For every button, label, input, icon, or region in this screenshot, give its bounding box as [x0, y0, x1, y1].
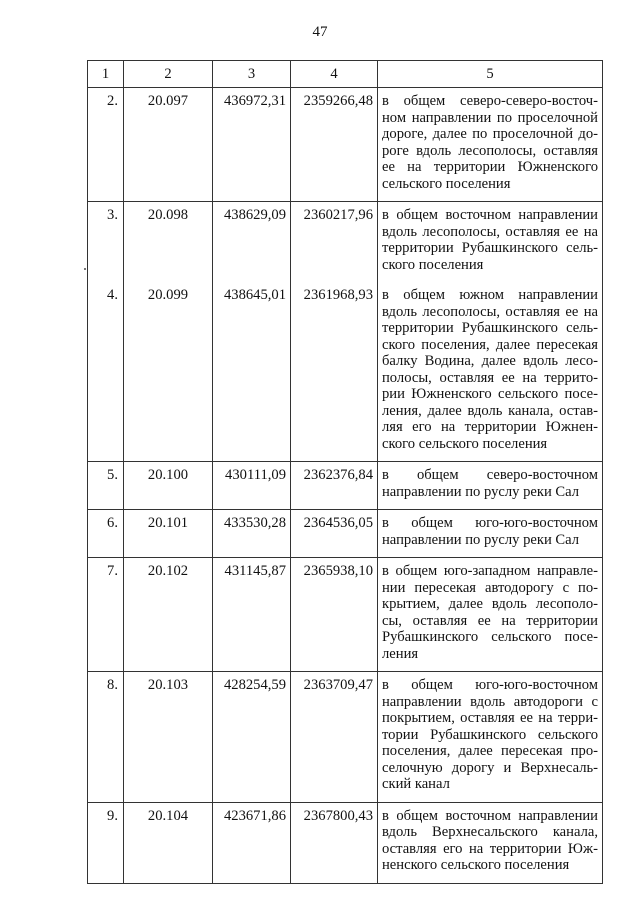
- row-number: 8.: [88, 672, 124, 803]
- description-line: вдоль Верхнесальского канала,: [382, 824, 598, 840]
- description-line: направлении по руслу реки Сал: [382, 483, 580, 500]
- table-row: [88, 462, 603, 510]
- route-description: [378, 558, 603, 672]
- coordinate-x: 436972,31: [213, 88, 291, 202]
- point-code: 20.099: [124, 282, 213, 462]
- description-line: в общем юго-юго-восточном: [382, 515, 598, 531]
- description-line: территории Рубашкинского сель-: [382, 320, 598, 336]
- page-number: 47: [312, 24, 328, 40]
- boundary-table: [87, 60, 603, 884]
- column-header-coordinate-x: 3: [213, 61, 291, 88]
- coordinate-x: 438645,01: [213, 282, 291, 462]
- point-code: 20.104: [124, 802, 213, 883]
- row-number: 9.: [88, 802, 124, 883]
- column-header-coordinate-y: 4: [291, 61, 378, 88]
- route-description: [378, 462, 603, 510]
- coordinate-x: 433530,28: [213, 510, 291, 558]
- row-number: 6.: [88, 510, 124, 558]
- coordinate-x: 428254,59: [213, 672, 291, 803]
- description-line: в общем северо-северо-восточ-: [382, 93, 598, 109]
- coordinate-x: 431145,87: [213, 558, 291, 672]
- route-description: [378, 202, 603, 283]
- description-line: поселения, далее пересекая про-: [382, 743, 598, 759]
- description-line: ский канал: [382, 776, 450, 792]
- description-line: дороге, далее по проселочной до-: [382, 126, 598, 142]
- description-line: сы, оставляя ее на территории: [382, 612, 598, 629]
- description-line: в общем юго-западном направле-: [382, 563, 598, 579]
- description-line: в общем северо-восточном: [382, 467, 598, 483]
- route-description: [378, 510, 603, 558]
- description-line: крытием, далее вдоль лесополо-: [382, 596, 598, 612]
- table-body: [88, 88, 603, 884]
- coordinate-y: 2359266,48: [291, 88, 378, 202]
- description-line: в общем южном направлении: [382, 287, 598, 303]
- description-line: вдоль лесополосы, оставляя ее на: [382, 303, 598, 320]
- column-header-number: 1: [88, 61, 124, 88]
- description-line: рии Южненского сельского посе-: [382, 386, 598, 402]
- coordinate-y: 2363709,47: [291, 672, 378, 803]
- row-number: 2.: [88, 88, 124, 202]
- point-code: 20.102: [124, 558, 213, 672]
- point-code: 20.098: [124, 202, 213, 283]
- description-line: вдоль лесополосы, оставляя ее на: [382, 223, 598, 240]
- coordinate-y: 2367800,43: [291, 802, 378, 883]
- coordinate-y: 2362376,84: [291, 462, 378, 510]
- description-line: ненского сельского поселения: [382, 857, 570, 873]
- description-line: Рубашкинского сельского посе-: [382, 629, 598, 645]
- description-line: ского поселения: [382, 256, 484, 273]
- row-number: 5.: [88, 462, 124, 510]
- description-line: ления, далее вдоль канала, остав-: [382, 402, 598, 419]
- table-row: [88, 802, 603, 883]
- description-line: оставляя его на территории Юж-: [382, 840, 598, 857]
- description-line: тории Рубашкинского сельского: [382, 726, 598, 743]
- description-line: балку Водина, далее вдоль лесо-: [382, 353, 598, 369]
- description-line: сельского поселения: [382, 175, 511, 192]
- description-line: в общем юго-юго-восточном: [382, 677, 598, 693]
- description-line: в общем восточном направлении: [382, 207, 598, 223]
- coordinate-x: 423671,86: [213, 802, 291, 883]
- route-description: [378, 672, 603, 803]
- point-code: 20.103: [124, 672, 213, 803]
- point-code: 20.101: [124, 510, 213, 558]
- coordinate-y: 2365938,10: [291, 558, 378, 672]
- coordinate-x: 430111,09: [213, 462, 291, 510]
- description-line: направлении вдоль автодороги с: [382, 693, 598, 710]
- row-number: 4.: [88, 282, 124, 462]
- stray-mark: [84, 268, 86, 270]
- point-code: 20.097: [124, 88, 213, 202]
- description-line: роге вдоль лесополосы, оставляя: [382, 142, 598, 159]
- row-number: 7.: [88, 558, 124, 672]
- table-row: [88, 282, 603, 462]
- coordinate-y: 2364536,05: [291, 510, 378, 558]
- route-description: [378, 802, 603, 883]
- table-row: [88, 510, 603, 558]
- column-header-point-code: 2: [124, 61, 213, 88]
- description-line: ее на территории Южненского: [382, 159, 598, 175]
- description-line: покрытием, оставляя ее на терри-: [382, 710, 598, 726]
- route-description: [378, 282, 603, 462]
- description-line: ского сельского поселения: [382, 435, 548, 452]
- description-line: селочную дорогу и Верхнесаль-: [382, 759, 598, 776]
- route-description: [378, 88, 603, 202]
- point-code: 20.100: [124, 462, 213, 510]
- coordinate-y: 2361968,93: [291, 282, 378, 462]
- coordinate-y: 2360217,96: [291, 202, 378, 283]
- description-line: ном направлении по проселочной: [382, 109, 598, 126]
- table-row: [88, 672, 603, 803]
- description-line: полосы, оставляя ее на террито-: [382, 369, 598, 386]
- description-line: нии пересекая автодорогу с по-: [382, 579, 598, 596]
- description-line: территории Рубашкинского сель-: [382, 240, 598, 256]
- table-row: [88, 202, 603, 283]
- column-header-description: 5: [378, 61, 603, 88]
- table-row: [88, 558, 603, 672]
- table-row: [88, 88, 603, 202]
- description-line: ления: [382, 645, 419, 662]
- description-line: в общем восточном направлении: [382, 807, 598, 824]
- coordinate-x: 438629,09: [213, 202, 291, 283]
- row-number: 3.: [88, 202, 124, 283]
- table-header-row: [88, 61, 603, 88]
- description-line: ляя его на территории Южнен-: [382, 419, 598, 435]
- description-line: направлении по руслу реки Сал: [382, 531, 580, 548]
- description-line: ского поселения, далее пересекая: [382, 336, 598, 353]
